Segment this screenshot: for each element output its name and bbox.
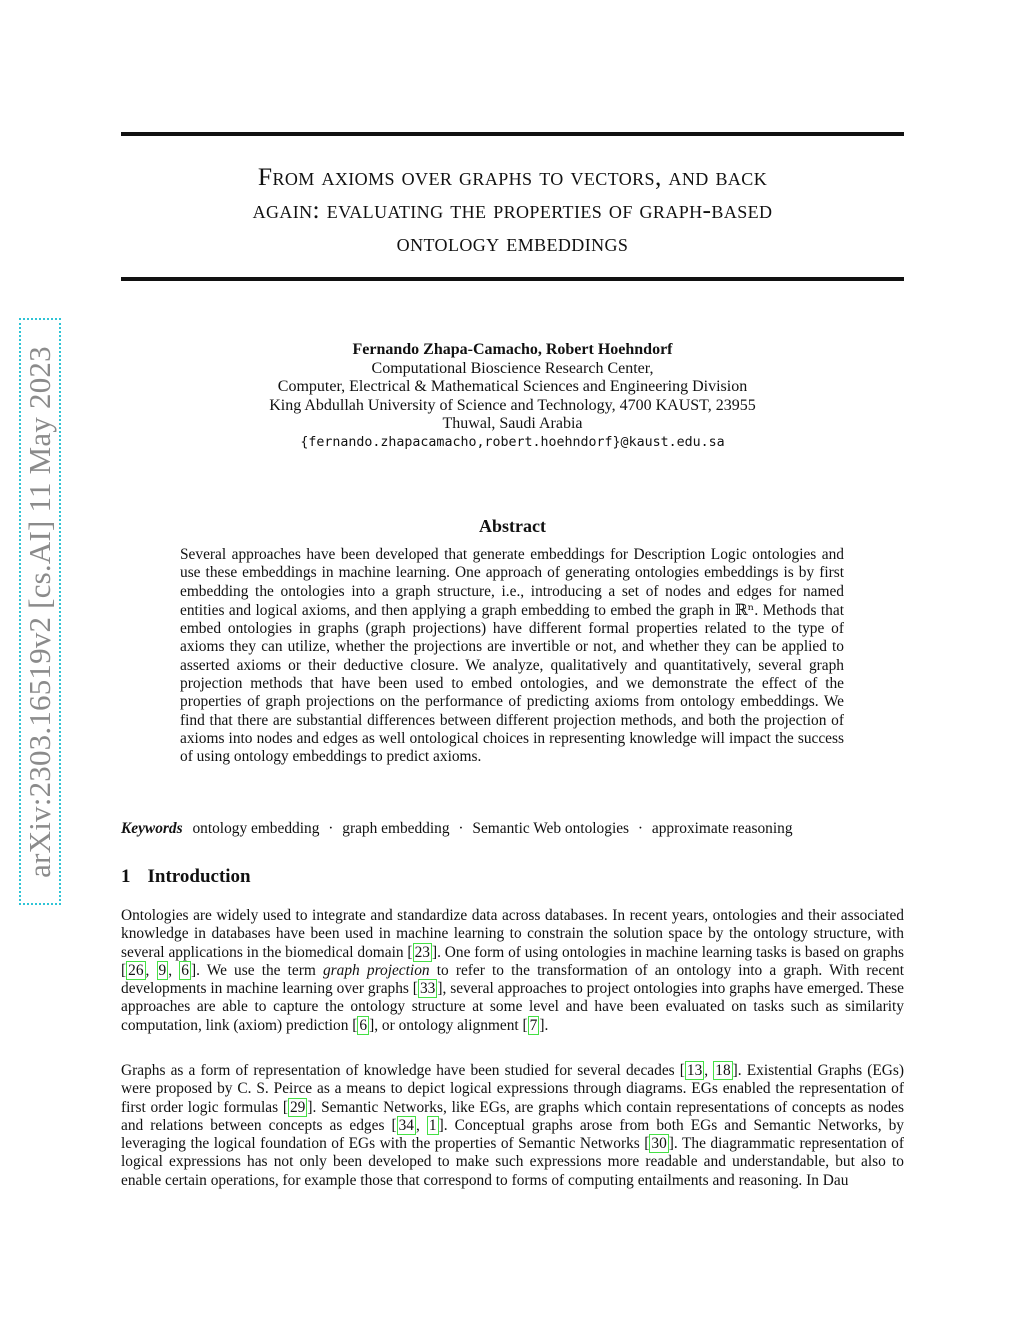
text-run: ], or ontology alignment [ (369, 1016, 528, 1034)
affiliation-line-4: Thuwal, Saudi Arabia (442, 415, 583, 433)
text-run: ]. (539, 1016, 549, 1034)
title-line-2: again: evaluating the properties of graph-based (252, 195, 773, 224)
affiliation-line-3: King Abdullah University of Science and Technology, 4700 KAUST, 23955 (269, 396, 756, 414)
text-run: ], several approaches to project ontologies into graphs have emerged. These approaches are able to capture the ontology structure at some level and have been evaluated on tasks such as similarity computation, link (axiom) prediction [ (121, 980, 904, 1034)
text-run: ]. One form of using ontologies in machine learning tasks is based on graphs [ (121, 943, 905, 979)
keyword-item: approximate reasoning (651, 820, 793, 837)
citation-link[interactable]: 7 (529, 1016, 538, 1034)
citation-link[interactable]: 30 (651, 1135, 667, 1153)
abstract-math: ℝⁿ (734, 600, 755, 619)
keywords-line (121, 820, 904, 838)
keyword-separator: · (328, 820, 334, 837)
arxiv-identifier (19, 318, 61, 905)
citation-link[interactable]: 26 (128, 961, 144, 979)
text-run: to refer to the transformation of an ontology into a graph. With recent developments in machine learning over graphs [ (121, 961, 904, 998)
paper-title (121, 160, 904, 259)
text-run: , (416, 1116, 427, 1134)
keywords-label: Keywords (121, 820, 183, 837)
keyword-item: graph embedding (342, 820, 450, 837)
section-title: Introduction (147, 866, 251, 887)
text-run: , (145, 961, 157, 979)
title-line-3: ontology embeddings (396, 228, 629, 257)
citation-link[interactable]: 23 (414, 943, 430, 961)
emphasized-term: graph projection (322, 961, 430, 979)
keyword-separator: · (637, 820, 644, 837)
keyword-separator: · (458, 820, 464, 837)
keyword-item: ontology embedding (192, 820, 320, 837)
author-emails: {fernando.zhapacamacho,robert.hoehndorf}@kaust.edu.sa (300, 434, 725, 450)
text-run: , (704, 1062, 714, 1079)
section-number: 1 (121, 866, 131, 887)
text-run: ]. We use the term (190, 961, 323, 979)
citation-link[interactable]: 13 (686, 1062, 703, 1079)
abstract-body (180, 546, 844, 767)
intro-paragraph-1 (121, 907, 904, 1035)
abstract-heading: Abstract (479, 516, 546, 536)
text-run: , (168, 961, 180, 979)
citation-link[interactable]: 6 (359, 1016, 368, 1034)
arxiv-identifier-text: arXiv:2303.16519v2 [cs.AI] 11 May 2023 (22, 345, 57, 878)
title-bottom-rule (121, 277, 904, 281)
intro-paragraph-2 (121, 1062, 904, 1190)
citation-link[interactable]: 18 (715, 1062, 731, 1079)
text-run: Ontologies are widely used to integrate and standardize data across databases. In recent years, ontologies and their associated knowledge in databases have been used in machine learning to constrain the solution space by the ontology structure, with several applications in the biomedical domain [ (121, 907, 904, 961)
text-run: Graphs as a form of representation of knowledge have been studied for several decades [ (121, 1062, 685, 1079)
title-line-1: From axioms over graphs to vectors, and back (257, 162, 768, 191)
citation-link[interactable]: 6 (181, 961, 189, 979)
abstract-text-part-1: Several approaches have been developed that generate embeddings for Description Logic ontologies and use these embeddings in machine learning. One approach of generating ontologies embeddings is by first embedding the ontologies into a graph structure, i.e., introducing a set of nodes and edges for named entities and logical axioms, and then applying a graph embedding to embed the graph in (180, 546, 844, 619)
citation-link[interactable]: 33 (419, 980, 436, 998)
keyword-item: Semantic Web ontologies (472, 820, 630, 837)
citation-link[interactable]: 1 (428, 1116, 437, 1134)
citation-link[interactable]: 29 (289, 1098, 306, 1116)
title-top-rule (121, 132, 904, 136)
citation-link[interactable]: 9 (158, 961, 167, 979)
author-block (121, 341, 904, 453)
citation-link[interactable]: 34 (398, 1116, 414, 1134)
affiliation-line-2: Computer, Electrical & Mathematical Sciences and Engineering Division (277, 378, 748, 396)
text-run: ]. Existential Graphs (EGs) were proposed by C. S. Peirce as a means to depict logical expressions through diagrams. EGs enabled the representation of first order logic formulas [ (121, 1062, 905, 1116)
text-run: ]. Conceptual graphs arose from both EGs and Semantic Networks, by leveraging the logical foundation of EGs with the properties of Semantic Networks [ (121, 1116, 904, 1153)
section-heading (121, 866, 251, 888)
text-run: ]. Semantic Networks, like EGs, are graphs which contain representations of concepts as nodes and relations between concepts as edges [ (121, 1098, 904, 1134)
text-run: ]. The diagrammatic representation of logical expressions has not only been developed to make such expressions more readable and understandable, but also to enable certain operations, for example those that correspond to forms of computing entailments and reasoning. In Dau (121, 1135, 905, 1189)
abstract-text-part-2: . Methods that embed ontologies in graphs (graph projections) have different formal properties related to the type of axioms they can utilize, whether the projections are invertible or not, and whether they can be applied to asserted axioms or their deductive closure. We analyze, qualitatively and quantitatively, several graph projection methods that have been used to embed ontologies, and we demonstrate the effect of the properties of graph projections on the performance of predicting axioms from ontology embeddings. We find that there are substantial differences between different projection methods, and both the projection of axioms into nodes and edges as well ontological choices in representing knowledge will impact the success of using ontology embeddings to predict axioms. (180, 601, 844, 766)
author-names: Fernando Zhapa-Camacho, Robert Hoehndorf (352, 341, 673, 358)
affiliation-line-1: Computational Bioscience Research Center, (371, 359, 654, 377)
